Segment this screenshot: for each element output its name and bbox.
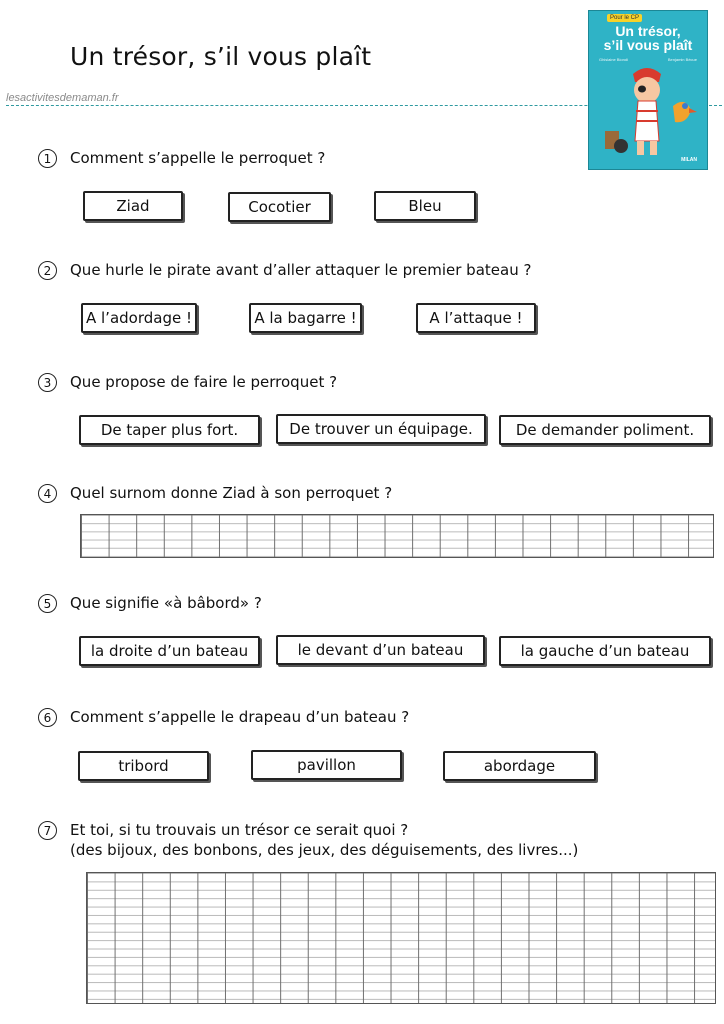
answer-option[interactable]: Cocotier [228, 192, 331, 222]
question-text: Quel surnom donne Ziad à son perroquet ? [70, 484, 393, 502]
publisher-logo: MILAN [681, 157, 697, 163]
book-cover-title-line1: Un trésor, [615, 23, 681, 39]
answer-option[interactable]: abordage [443, 751, 596, 781]
question-6 [38, 708, 409, 727]
watermark: lesactivitesdemaman.fr [6, 92, 119, 104]
answer-option[interactable]: A la bagarre ! [249, 303, 362, 333]
question-hint: (des bijoux, des bonbons, des jeux, des déguisements, des livres...) [70, 841, 579, 859]
answer-option[interactable]: la droite d’un bateau [79, 636, 260, 666]
writing-grid[interactable] [86, 872, 716, 1004]
writing-grid[interactable] [80, 514, 714, 558]
question-1 [38, 149, 325, 168]
question-5 [38, 594, 262, 613]
answer-option[interactable]: la gauche d’un bateau [499, 636, 711, 666]
book-cover-author: Ghislaine Biondi [599, 57, 628, 62]
answer-option[interactable]: A l’adordage ! [81, 303, 197, 333]
question-text: Que propose de faire le perroquet ? [70, 373, 338, 391]
answer-option[interactable]: Ziad [83, 191, 183, 221]
book-cover-title [595, 24, 701, 52]
question-7 [38, 821, 578, 860]
question-number: 3 [38, 373, 57, 392]
answer-option[interactable]: le devant d’un bateau [276, 635, 485, 665]
question-text: Et toi, si tu trouvais un trésor ce serait quoi ? [70, 821, 409, 839]
page-title: Un trésor, s’il vous plaît [70, 42, 372, 71]
answer-option[interactable]: pavillon [251, 750, 402, 780]
question-number: 7 [38, 821, 57, 840]
answer-option[interactable]: De demander poliment. [499, 415, 711, 445]
question-text: Comment s’appelle le perroquet ? [70, 149, 326, 167]
answer-option[interactable]: De trouver un équipage. [276, 414, 486, 444]
question-number: 6 [38, 708, 57, 727]
question-4 [38, 484, 392, 503]
answer-option[interactable]: tribord [78, 751, 209, 781]
question-number: 4 [38, 484, 57, 503]
question-number: 5 [38, 594, 57, 613]
question-3 [38, 373, 337, 392]
question-number: 2 [38, 261, 57, 280]
book-cover [588, 10, 708, 170]
book-cover-tag: Pour le CP [607, 14, 642, 22]
answer-option[interactable]: A l’attaque ! [416, 303, 536, 333]
answer-option[interactable]: Bleu [374, 191, 476, 221]
pirate-illustration [589, 66, 707, 169]
answer-option[interactable]: De taper plus fort. [79, 415, 260, 445]
question-text: Que hurle le pirate avant d’aller attaquer le premier bateau ? [70, 261, 532, 279]
book-cover-title-line2: s’il vous plaît [603, 37, 693, 53]
question-number: 1 [38, 149, 57, 168]
question-text: Que signifie «à bâbord» ? [70, 594, 262, 612]
book-cover-authors [599, 57, 697, 62]
book-cover-author: Benjamin Bécue [667, 57, 697, 62]
question-2 [38, 261, 531, 280]
question-text: Comment s’appelle le drapeau d’un bateau ? [70, 708, 410, 726]
